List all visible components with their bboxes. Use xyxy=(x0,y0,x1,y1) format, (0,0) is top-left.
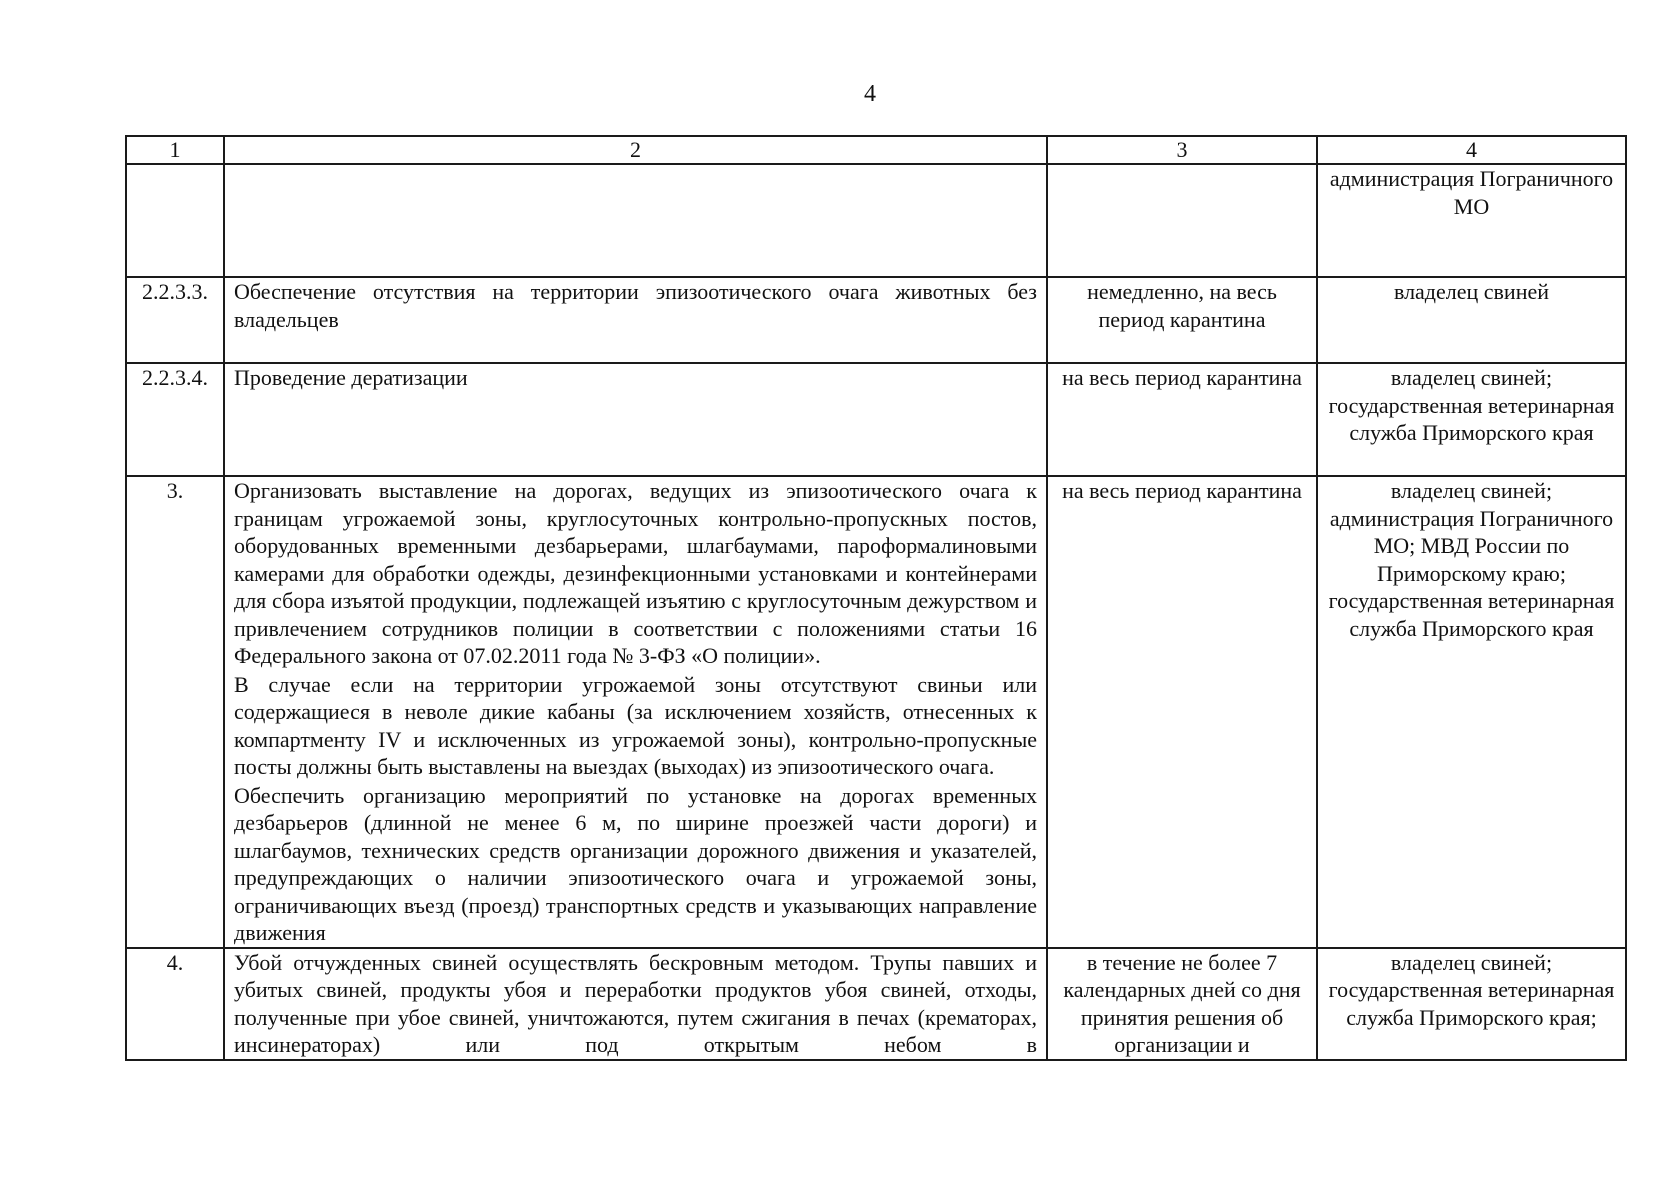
row-responsible: администрация Пограничного МО xyxy=(1317,164,1626,277)
row-deadline xyxy=(1047,164,1317,277)
row-deadline: немедленно, на весь период карантина xyxy=(1047,277,1317,363)
row-number: 2.2.3.3. xyxy=(126,277,224,363)
row-description xyxy=(224,164,1047,277)
table-header-row xyxy=(126,136,1626,164)
table-row xyxy=(126,476,1626,948)
row-deadline: на весь период карантина xyxy=(1047,363,1317,476)
measures-table xyxy=(125,135,1627,1061)
row-number: 2.2.3.4. xyxy=(126,363,224,476)
table-row xyxy=(126,948,1626,1060)
row-paragraph: Обеспечить организацию мероприятий по установке на дорогах временных дезбарьеров (длинной не менее 6 м, по ширине проезжей части дороги) и шлагбаумов, технических средств организации дорожного движения и указателей, предупреждающих о наличии эпизоотического очага и угрожаемой зоны, ограничивающих въезд (проезд) транспортных средств и указывающих направление движения xyxy=(234,782,1037,945)
header-col-4: 4 xyxy=(1317,136,1626,164)
row-paragraph: Убой отчужденных свиней осуществлять бескровным методом. Трупы павших и убитых свиней, продукты убоя и переработки продуктов убоя свиней, отходы, полученные при убое свиней, уничтожаются, путем сжигания в печах (крематорах, инсинераторах) или под открытым небом в xyxy=(234,949,1037,1057)
row-paragraph: Обеспечение отсутствия на территории эпизоотического очага животных без владельцев xyxy=(234,279,1037,332)
row-number: 3. xyxy=(126,476,224,948)
row-deadline: на весь период карантина xyxy=(1047,476,1317,948)
table-row xyxy=(126,363,1626,476)
row-responsible: владелец свиней xyxy=(1317,277,1626,363)
header-col-3: 3 xyxy=(1047,136,1317,164)
row-number xyxy=(126,164,224,277)
page-number: 4 xyxy=(864,81,876,107)
table-row xyxy=(126,277,1626,363)
row-description xyxy=(224,948,1047,1060)
table-row xyxy=(126,164,1626,277)
row-number: 4. xyxy=(126,948,224,1060)
header-col-1: 1 xyxy=(126,136,224,164)
header-col-2: 2 xyxy=(224,136,1047,164)
row-deadline: в течение не более 7 календарных дней со дня принятия решения об организации и xyxy=(1047,948,1317,1060)
row-paragraph: В случае если на территории угрожаемой зоны отсутствуют свиньи или содержащиеся в неволе дикие кабаны (за исключением хозяйств, отнесенных к компартменту IV и исключенных из угрожаемой зоны), контрольно-пропускные посты должны быть выставлены на выездах (выходах) из эпизоотического очага. xyxy=(234,671,1037,779)
row-responsible: владелец свиней; государственная ветеринарная служба Приморского края; xyxy=(1317,948,1626,1060)
row-description xyxy=(224,476,1047,948)
row-responsible: владелец свиней; государственная ветеринарная служба Приморского края xyxy=(1317,363,1626,476)
row-responsible: владелец свиней; администрация Пограничного МО; МВД России по Приморскому краю; государственная ветеринарная служба Приморского края xyxy=(1317,476,1626,948)
row-description xyxy=(224,277,1047,363)
row-description xyxy=(224,363,1047,476)
row-paragraph: Организовать выставление на дорогах, ведущих из эпизоотического очага к границам угрожаемой зоны, круглосуточных контрольно-пропускных постов, оборудованных временными дезбарьерами, шлагбаумами, пароформалиновыми камерами для обработки одежды, дезинфекционными установками и контейнерами для сбора изъятой продукции, подлежащей изъятию с круглосуточным дежурством и привлечением сотрудников полиции в соответствии с положениями статьи 16 Федерального закона от 07.02.2011 года № 3-ФЗ «О полиции». xyxy=(234,478,1037,668)
row-paragraph: Проведение дератизации xyxy=(234,365,468,390)
